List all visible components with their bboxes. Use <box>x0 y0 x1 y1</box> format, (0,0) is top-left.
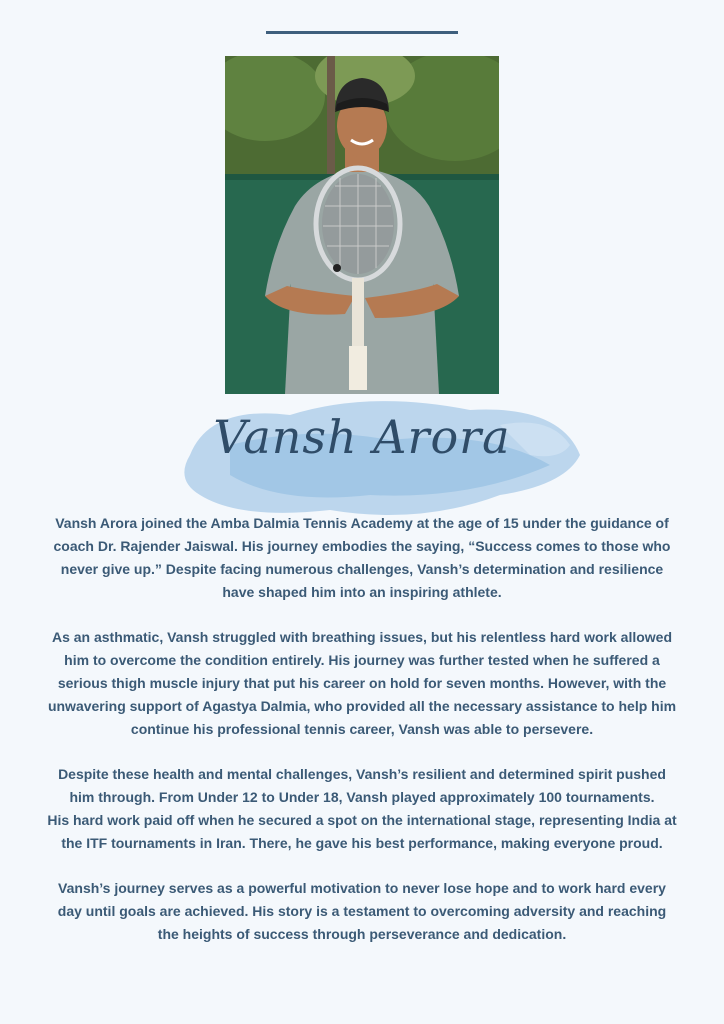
bio-line: have shaped him into an inspiring athlete. <box>222 584 502 600</box>
bio-line: His hard work paid off when he secured a spot on the international stage, representing India at <box>47 812 677 828</box>
bio-line: him to overcome the condition entirely. His journey was further tested when he suffered a <box>64 652 660 668</box>
bio-paragraph-1 <box>30 512 694 604</box>
bio-line: the heights of success through perseverance and dedication. <box>157 926 567 942</box>
bio-paragraph-4 <box>30 877 694 946</box>
bio-paragraph-2 <box>30 626 694 741</box>
bio-line: day until goals are achieved. His story is a testament to overcoming adversity and reaching <box>57 903 667 919</box>
bio-line: As an asthmatic, Vansh struggled with breathing issues, but his relentless hard work allowed <box>51 629 673 645</box>
athlete-photo <box>225 56 499 394</box>
bio-line: unwavering support of Agastya Dalmia, who provided all the necessary assistance to help him <box>47 698 677 714</box>
bio-line: coach Dr. Rajender Jaiswal. His journey embodies the saying, “Success comes to those who <box>53 538 671 554</box>
bio-paragraph-3 <box>30 763 694 855</box>
athlete-name: Vansh Arora <box>213 410 511 464</box>
bio-line: never give up.” Despite facing numerous challenges, Vansh’s determination and resilience <box>60 561 664 577</box>
bio-line: Vansh Arora joined the Amba Dalmia Tennis Academy at the age of 15 under the guidance of <box>55 515 669 531</box>
top-divider <box>266 31 458 34</box>
bio-line: Despite these health and mental challenges, Vansh’s resilient and determined spirit pushed <box>58 766 666 782</box>
bio-line: serious thigh muscle injury that put his career on hold for seven months. However, with the <box>57 675 667 691</box>
bio-line: Vansh’s journey serves as a powerful motivation to never lose hope and to work hard every <box>58 880 666 896</box>
bio-line: the ITF tournaments in Iran. There, he gave his best performance, making everyone proud. <box>61 835 663 851</box>
bio-line: continue his professional tennis career, Vansh was able to persevere. <box>130 721 594 737</box>
bio-line: him through. From Under 12 to Under 18, Vansh played approximately 100 tournaments. <box>69 789 655 805</box>
biography <box>30 512 694 968</box>
